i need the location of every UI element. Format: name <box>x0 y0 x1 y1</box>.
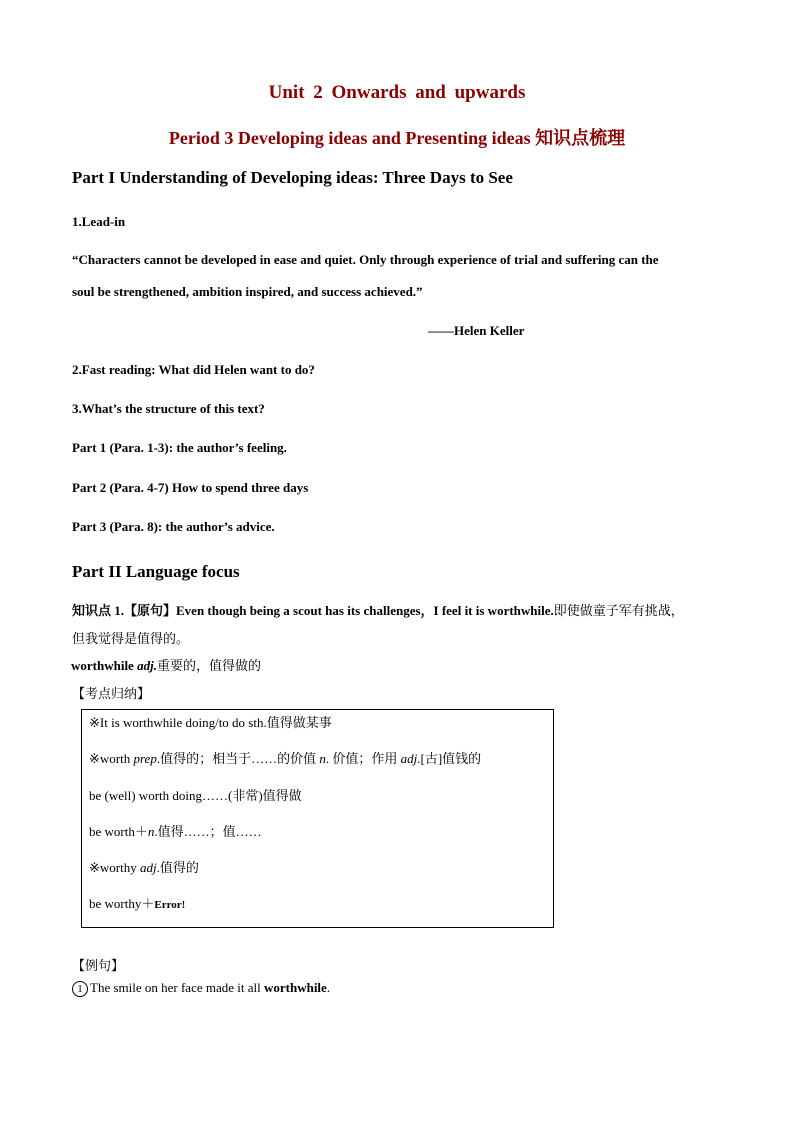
period-title: Period 3 Developing ideas and Presenting ideas 知识点梳理 <box>168 128 626 148</box>
summary-row-5: ※worthy adj.值得的 <box>89 860 199 875</box>
summary-row-3: be (well) worth doing……(非常)值得做 <box>89 788 302 803</box>
point1-chinese: 即使做童子军有挑战， <box>553 603 684 618</box>
example-1: 1 The smile on her face made it all worthwhile. <box>72 980 330 997</box>
leadin-heading: 1.Lead-in <box>72 214 126 229</box>
summary-row-2: ※worth prep.值得的；相当于……的价值 n. 价值；作用 adj.[古]值钱的 <box>89 751 482 766</box>
example-number-icon: 1 <box>72 981 88 997</box>
point1-english: Even though being a scout has its challenges，I feel it is worthwhile. <box>176 603 554 618</box>
question-fast-reading: 2.Fast reading: What did Helen want to do? <box>72 362 315 377</box>
summary-row-6: be worthy＋Error! <box>89 896 186 911</box>
structure-part-3: Part 3 (Para. 8): the author’s advice. <box>72 519 275 534</box>
structure-part-2: Part 2 (Para. 4-7) How to spend three days <box>72 480 309 495</box>
word-meaning: 重要的，值得做的 <box>156 658 261 673</box>
point1-prefix: 知识点 1.【原句】 <box>72 603 177 618</box>
summary-row-1: ※It is worthwhile doing/to do sth.值得做某事 <box>89 715 332 730</box>
structure-part-1: Part 1 (Para. 1-3): the author’s feeling. <box>72 440 287 455</box>
word-definition <box>71 655 261 674</box>
summary-row-4: be worth＋n.值得……；值…… <box>89 824 262 839</box>
quote-line-1: “Characters cannot be developed in ease and quiet. Only through experience of trial and suffering can the <box>72 252 659 267</box>
point1-sentence <box>72 600 684 619</box>
quote-attribution: ——Helen Keller <box>428 323 525 338</box>
error-text: Error! <box>154 899 186 911</box>
summary-box <box>81 709 554 928</box>
part2-heading: Part II Language focus <box>72 562 240 581</box>
word-pos: adj. <box>137 658 157 673</box>
point1-chinese-cont: 但我觉得是值得的。 <box>72 631 190 646</box>
word-headword: worthwhile <box>71 658 138 673</box>
summary-label: 【考点归纳】 <box>72 686 151 701</box>
quote-line-2: soul be strengthened, ambition inspired, and success achieved.” <box>72 284 423 299</box>
example-label: 【例句】 <box>72 958 125 973</box>
question-structure: 3.What’s the structure of this text? <box>72 401 265 416</box>
unit-title: Unit 2 Onwards and upwards <box>268 82 526 103</box>
part1-heading: Part I Understanding of Developing ideas: Three Days to See <box>72 168 513 187</box>
